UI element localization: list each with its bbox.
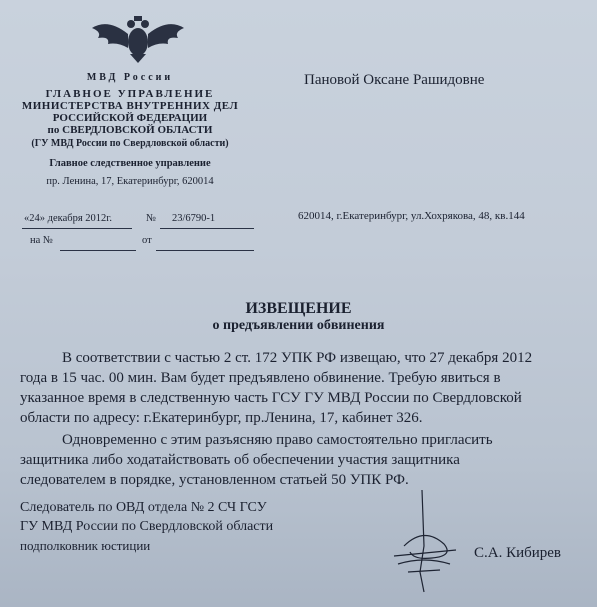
reg-date: «24» декабря 2012г.	[24, 213, 113, 224]
reg-no-label: №	[146, 213, 157, 224]
header-line-1: ГЛАВНОЕ УПРАВЛЕНИЕ	[45, 88, 215, 100]
body-p2-line-3: следователем в порядке, установленном статьей 50 УПК РФ.	[20, 472, 409, 488]
signer-position-line-2: ГУ МВД России по Свердловской области	[20, 519, 274, 534]
signer-name: С.А. Кибирев	[474, 545, 562, 561]
reg-from-line	[156, 236, 254, 251]
header-line-3: РОССИЙСКОЙ ФЕДЕРАЦИИ	[52, 112, 208, 124]
signer-rank: подполковник юстиции	[20, 538, 151, 553]
header-line-7: пр. Ленина, 17, Екатеринбург, 620014	[46, 176, 214, 187]
header-line-5: (ГУ МВД России по Свердловской области)	[31, 138, 229, 149]
reg-number: 23/6790-1	[172, 213, 216, 224]
body-p1-line-2: года в 15 час. 00 мин. Вам будет предъявлено обвинение. Требую явиться в	[20, 370, 501, 386]
document-subtitle: о предъявлении обвинения	[212, 318, 385, 333]
signer-position-line-1: Следователь по ОВД отдела № 2 СЧ ГСУ	[20, 500, 267, 515]
body-p2-line-1: Одновременно с этим разъясняю право самостоятельно пригласить	[62, 432, 493, 448]
recipient-name: Пановой Оксане Рашидовне	[304, 72, 485, 88]
document-title: ИЗВЕЩЕНИЕ	[245, 300, 352, 317]
header-line-2: МИНИСТЕРСТВА ВНУТРЕННИХ ДЕЛ	[21, 100, 239, 112]
recipient-address: 620014, г.Екатеринбург, ул.Хохрякова, 48, кв.144	[298, 210, 525, 222]
body-p2-line-2: защитника либо ходатайствовать об обеспечении участия защитника	[20, 452, 460, 468]
header-mvd-small: МВД России	[86, 72, 174, 83]
header-line-4: по СВЕРДЛОВСКОЙ ОБЛАСТИ	[47, 124, 213, 136]
body-p1-line-4: области по адресу: г.Екатеринбург, пр.Ленина, 17, кабинет 326.	[20, 410, 423, 426]
reg-from-label: от	[142, 235, 152, 246]
double-headed-eagle-icon	[88, 14, 188, 64]
reg-ref-line	[60, 236, 136, 251]
body-p1-line-3: указанное время в следственную часть ГСУ ГУ МВД России по Свердловской	[20, 390, 522, 406]
body-p1-line-1: В соответствии с частью 2 ст. 172 УПК РФ извещаю, что 27 декабря 2012	[62, 350, 533, 366]
handwritten-signature	[384, 486, 464, 596]
reg-ref-label: на №	[30, 235, 53, 246]
header-line-6: Главное следственное управление	[49, 158, 211, 169]
